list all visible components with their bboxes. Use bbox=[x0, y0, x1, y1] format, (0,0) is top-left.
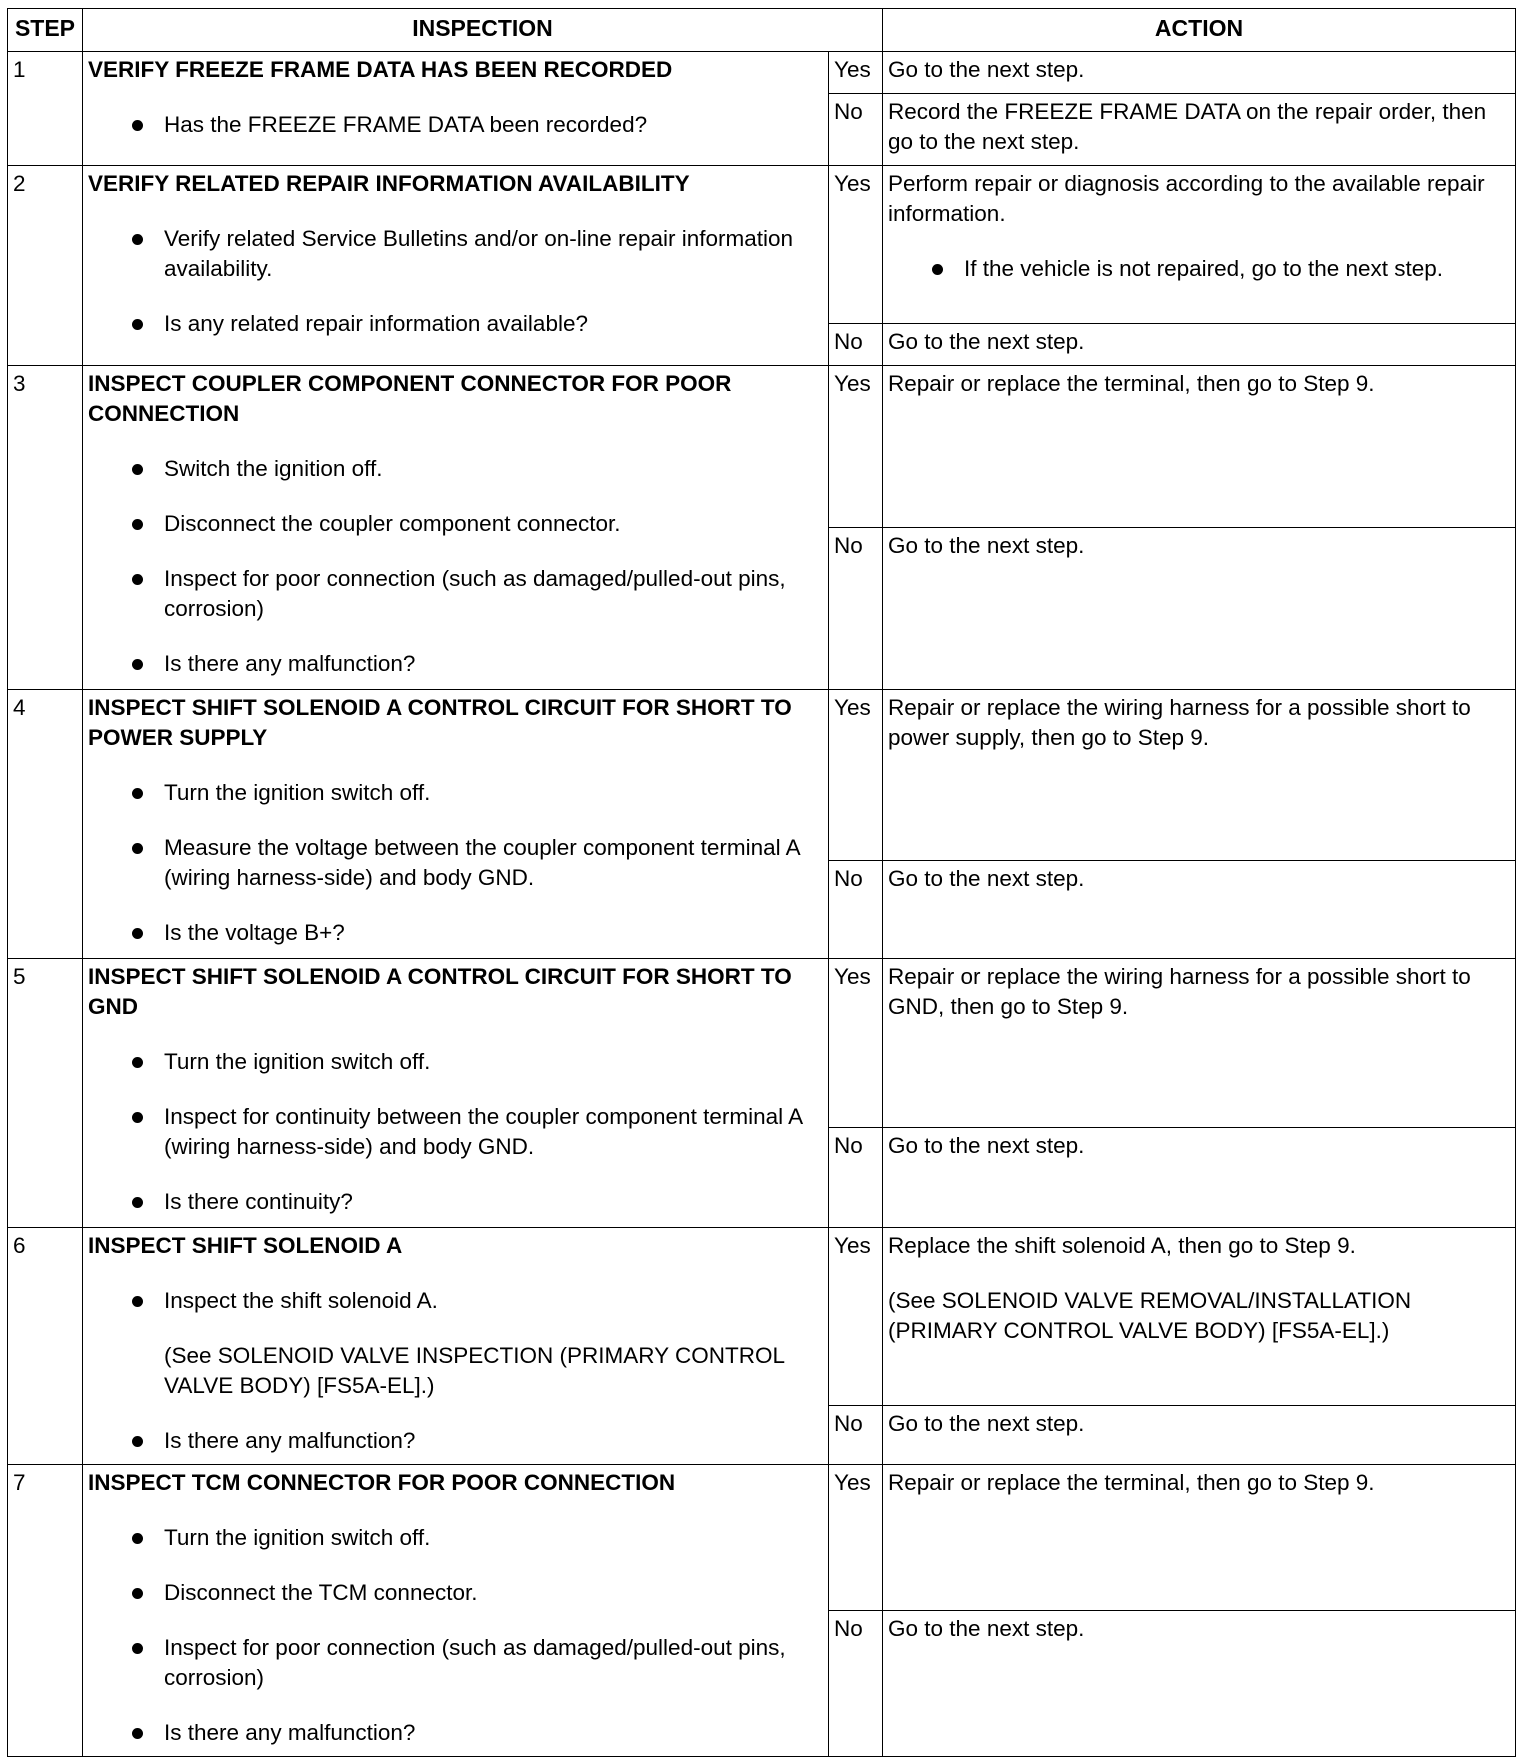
yes-label: Yes bbox=[829, 166, 883, 324]
action-column-header: ACTION bbox=[883, 9, 1516, 52]
diagnostic-procedure bbox=[7, 8, 1516, 1757]
yes-action-cell bbox=[883, 1228, 1516, 1406]
inspection-title: INSPECT TCM CONNECTOR FOR POOR CONNECTION bbox=[88, 1470, 676, 1495]
inspection-bullet bbox=[88, 1523, 822, 1553]
step-row-3-yes bbox=[8, 366, 1516, 528]
yes-action: Repair or replace the terminal, then go to Step 9. bbox=[883, 1465, 1516, 1611]
step-row-1-yes bbox=[8, 52, 1516, 94]
bullet-text: Verify related Service Bulletins and/or on-line repair information availability. bbox=[164, 226, 794, 281]
step-number: 3 bbox=[8, 366, 83, 690]
bullet-icon bbox=[132, 120, 143, 131]
bullet-icon bbox=[132, 788, 143, 799]
bullet-text: Has the FREEZE FRAME DATA been recorded? bbox=[164, 112, 648, 137]
bullet-text: Disconnect the coupler component connector. bbox=[164, 511, 621, 536]
bullet-icon bbox=[132, 574, 143, 585]
inspection-cell bbox=[83, 690, 829, 959]
inspection-bullet bbox=[88, 454, 822, 484]
yes-label: Yes bbox=[829, 959, 883, 1128]
bullet-text: Is there continuity? bbox=[164, 1189, 353, 1214]
bullet-icon bbox=[132, 843, 143, 854]
step-column-header: STEP bbox=[8, 9, 83, 52]
inspection-cell bbox=[83, 1465, 829, 1757]
bullet-icon bbox=[132, 1533, 143, 1544]
inspection-bullet bbox=[88, 1286, 822, 1316]
inspection-bullet bbox=[88, 833, 822, 893]
yes-label: Yes bbox=[829, 1228, 883, 1406]
yes-action: Go to the next step. bbox=[883, 52, 1516, 94]
no-action: Go to the next step. bbox=[883, 528, 1516, 690]
yes-action: Repair or replace the wiring harness for a possible short to GND, then go to Step 9. bbox=[883, 959, 1516, 1128]
bullet-icon bbox=[132, 1197, 143, 1208]
inspection-title: VERIFY FREEZE FRAME DATA HAS BEEN RECORDED bbox=[88, 57, 673, 82]
yes-action-cell bbox=[883, 166, 1516, 324]
no-label: No bbox=[829, 94, 883, 166]
bullet-text: Switch the ignition off. bbox=[164, 456, 383, 481]
inspection-column-header: INSPECTION bbox=[83, 9, 883, 52]
inspection-bullet bbox=[88, 649, 822, 679]
inspection-bullet bbox=[88, 309, 822, 339]
yes-action: Perform repair or diagnosis according to the available repair information. bbox=[888, 171, 1485, 226]
no-action: Go to the next step. bbox=[883, 1611, 1516, 1757]
bullet-text: Is there any malfunction? bbox=[164, 1428, 416, 1453]
diagnostic-table bbox=[7, 8, 1516, 1757]
step-row-5-yes bbox=[8, 959, 1516, 1128]
inspection-title: VERIFY RELATED REPAIR INFORMATION AVAILABILITY bbox=[88, 171, 690, 196]
inspection-cell bbox=[83, 52, 829, 166]
bullet-icon bbox=[132, 1296, 143, 1307]
yes-label: Yes bbox=[829, 52, 883, 94]
action-reference-note: (See SOLENOID VALVE REMOVAL/INSTALLATION (PRIMARY CONTROL VALVE BODY) [FS5A-EL].) bbox=[888, 1288, 1412, 1343]
inspection-bullet bbox=[88, 1426, 822, 1456]
step-number: 1 bbox=[8, 52, 83, 166]
inspection-title: INSPECT SHIFT SOLENOID A bbox=[88, 1233, 403, 1258]
step-number: 5 bbox=[8, 959, 83, 1228]
bullet-icon bbox=[132, 464, 143, 475]
yes-label: Yes bbox=[829, 366, 883, 528]
bullet-icon bbox=[932, 264, 943, 275]
inspection-bullet bbox=[88, 564, 822, 624]
action-bullet bbox=[888, 254, 1509, 284]
step-number: 7 bbox=[8, 1465, 83, 1757]
inspection-bullet bbox=[88, 918, 822, 948]
bullet-text: Turn the ignition switch off. bbox=[164, 780, 431, 805]
no-action: Go to the next step. bbox=[883, 1128, 1516, 1228]
bullet-text: If the vehicle is not repaired, go to the next step. bbox=[964, 256, 1444, 281]
bullet-text: Turn the ignition switch off. bbox=[164, 1525, 431, 1550]
no-label: No bbox=[829, 1611, 883, 1757]
bullet-text: Is there any malfunction? bbox=[164, 651, 416, 676]
bullet-text: Is any related repair information available? bbox=[164, 311, 588, 336]
bullet-text: Turn the ignition switch off. bbox=[164, 1049, 431, 1074]
step-number: 4 bbox=[8, 690, 83, 959]
yes-label: Yes bbox=[829, 1465, 883, 1611]
inspection-bullet bbox=[88, 224, 822, 284]
step-row-6-yes bbox=[8, 1228, 1516, 1406]
no-action: Go to the next step. bbox=[883, 1406, 1516, 1465]
bullet-icon bbox=[132, 234, 143, 245]
bullet-icon bbox=[132, 519, 143, 530]
step-number: 6 bbox=[8, 1228, 83, 1465]
yes-action: Repair or replace the wiring harness for a possible short to power supply, then go to Step 9. bbox=[883, 690, 1516, 861]
inspection-cell bbox=[83, 1228, 829, 1465]
step-row-4-yes bbox=[8, 690, 1516, 861]
inspection-bullet bbox=[88, 1187, 822, 1217]
bullet-icon bbox=[132, 1112, 143, 1123]
bullet-text: Is the voltage B+? bbox=[164, 920, 345, 945]
inspection-title: INSPECT SHIFT SOLENOID A CONTROL CIRCUIT FOR SHORT TO POWER SUPPLY bbox=[88, 695, 792, 750]
inspection-bullet bbox=[88, 110, 822, 140]
inspection-cell bbox=[83, 166, 829, 366]
inspection-bullet bbox=[88, 1718, 822, 1748]
no-label: No bbox=[829, 1406, 883, 1465]
no-action: Record the FREEZE FRAME DATA on the repair order, then go to the next step. bbox=[883, 94, 1516, 166]
yes-label: Yes bbox=[829, 690, 883, 861]
bullet-icon bbox=[132, 659, 143, 670]
no-label: No bbox=[829, 1128, 883, 1228]
bullet-text: Is there any malfunction? bbox=[164, 1720, 416, 1745]
no-label: No bbox=[829, 528, 883, 690]
bullet-text: Disconnect the TCM connector. bbox=[164, 1580, 478, 1605]
table-header-row bbox=[8, 9, 1516, 52]
inspection-reference-note: (See SOLENOID VALVE INSPECTION (PRIMARY CONTROL VALVE BODY) [FS5A-EL].) bbox=[164, 1343, 785, 1398]
bullet-icon bbox=[132, 1588, 143, 1599]
bullet-text: Inspect the shift solenoid A. bbox=[164, 1288, 438, 1313]
inspection-bullet bbox=[88, 1102, 822, 1162]
inspection-title: INSPECT SHIFT SOLENOID A CONTROL CIRCUIT FOR SHORT TO GND bbox=[88, 964, 792, 1019]
bullet-icon bbox=[132, 1057, 143, 1068]
bullet-icon bbox=[132, 319, 143, 330]
bullet-text: Measure the voltage between the coupler component terminal A (wiring harness-side) and body GND. bbox=[164, 835, 800, 890]
inspection-cell bbox=[83, 366, 829, 690]
bullet-icon bbox=[132, 1643, 143, 1654]
bullet-icon bbox=[132, 1728, 143, 1739]
inspection-cell bbox=[83, 959, 829, 1228]
no-label: No bbox=[829, 324, 883, 366]
inspection-title: INSPECT COUPLER COMPONENT CONNECTOR FOR POOR CONNECTION bbox=[88, 371, 732, 426]
bullet-text: Inspect for poor connection (such as damaged/pulled-out pins, corrosion) bbox=[164, 566, 786, 621]
step-number: 2 bbox=[8, 166, 83, 366]
step-row-7-yes bbox=[8, 1465, 1516, 1611]
yes-action: Replace the shift solenoid A, then go to Step 9. bbox=[888, 1233, 1356, 1258]
inspection-bullet bbox=[88, 509, 822, 539]
bullet-icon bbox=[132, 928, 143, 939]
no-label: No bbox=[829, 861, 883, 959]
bullet-text: Inspect for poor connection (such as damaged/pulled-out pins, corrosion) bbox=[164, 1635, 786, 1690]
bullet-icon bbox=[132, 1436, 143, 1447]
inspection-bullet bbox=[88, 778, 822, 808]
no-action: Go to the next step. bbox=[883, 861, 1516, 959]
no-action: Go to the next step. bbox=[883, 324, 1516, 366]
bullet-text: Inspect for continuity between the coupler component terminal A (wiring harness-side) and body GND. bbox=[164, 1104, 802, 1159]
yes-action: Repair or replace the terminal, then go to Step 9. bbox=[883, 366, 1516, 528]
inspection-bullet bbox=[88, 1578, 822, 1608]
inspection-bullet bbox=[88, 1633, 822, 1693]
step-row-2-yes bbox=[8, 166, 1516, 324]
inspection-bullet bbox=[88, 1047, 822, 1077]
